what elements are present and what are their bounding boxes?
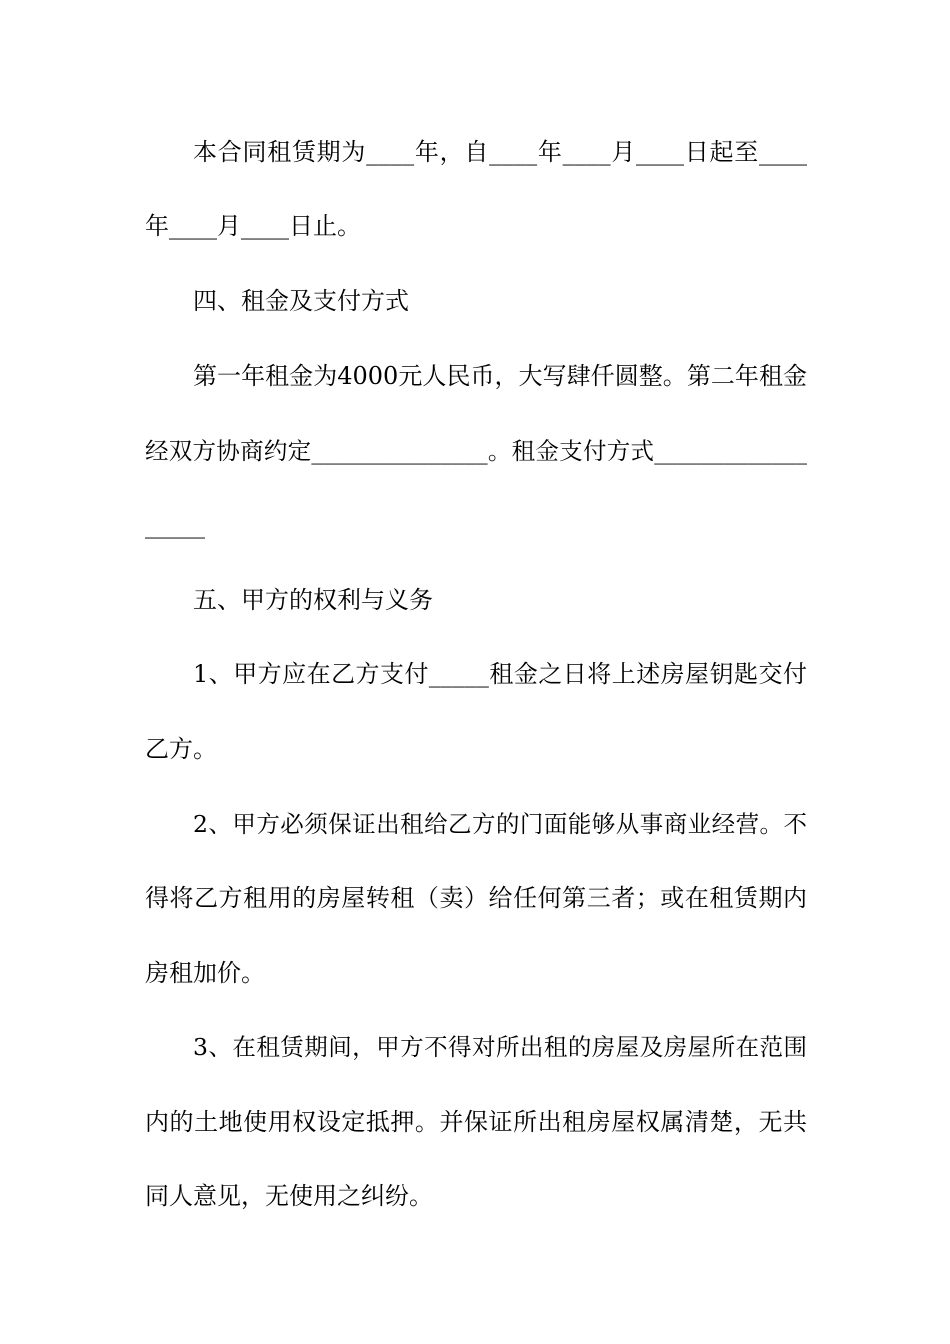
- paragraph-rent-line-3: _____: [145, 511, 205, 539]
- paragraph-lease-term-line-2: 年____月____日止。: [145, 212, 361, 240]
- paragraph-rent-line-2: 经双方协商约定_______________。租金支付方式_____________: [145, 437, 807, 465]
- paragraph-lease-term-line-1: 本合同租赁期为____年，自____年____月____日起至____: [193, 138, 807, 166]
- clause-2-line-1: 2、甲方必须保证出租给乙方的门面能够从事商业经营。不: [193, 810, 807, 838]
- clause-1-line-2: 乙方。: [145, 735, 217, 763]
- clause-3-line-1: 3、在租赁期间，甲方不得对所出租的房屋及房屋所在范围: [193, 1033, 807, 1061]
- clause-2-line-3: 房租加价。: [145, 959, 265, 987]
- clause-3-line-3: 同人意见，无使用之纠纷。: [145, 1182, 433, 1210]
- clause-2-line-2: 得将乙方租用的房屋转租（卖）给任何第三者；或在租赁期内: [145, 884, 807, 912]
- section-heading-party-a-rights: 五、甲方的权利与义务: [193, 586, 433, 614]
- section-heading-rent-payment: 四、租金及支付方式: [193, 287, 409, 315]
- paragraph-rent-line-1: 第一年租金为4000元人民币，大写肆仟圆整。第二年租金: [193, 362, 807, 390]
- clause-3-line-2: 内的土地使用权设定抵押。并保证所出租房屋权属清楚，无共: [145, 1108, 807, 1136]
- clause-1-line-1: 1、甲方应在乙方支付_____租金之日将上述房屋钥匙交付: [193, 660, 807, 688]
